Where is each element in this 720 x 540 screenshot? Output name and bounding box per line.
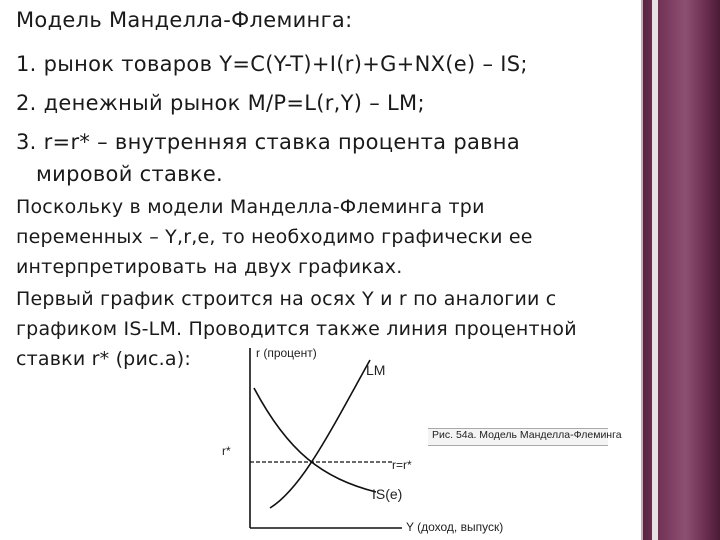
rstar-line-label: r=r* (392, 458, 412, 472)
lm-curve-label: LM (366, 362, 386, 378)
paragraph-line-4: Первый график строится на осях Y и r по аналогии с (16, 288, 557, 310)
sidebar-stripe (652, 0, 658, 540)
mundell-fleming-figure (210, 340, 620, 540)
paragraph-line-2: переменных – Y,r,e, то необходимо графически ее (16, 226, 533, 248)
figure-caption: Рис. 54а. Модель Манделла-Флеминга (432, 429, 622, 441)
sidebar-edge (641, 0, 643, 540)
slide-title: Модель Манделла-Флеминга: (16, 8, 353, 32)
list-item-goods-market: 1. рынок товаров Y=C(Y-T)+I(r)+G+NX(e) – IS; (16, 52, 528, 76)
is-curve (254, 388, 376, 492)
list-item-interest-rate: 3. r=r* – внутренняя ставка процента равна (16, 130, 520, 154)
list-item-money-market: 2. денежный рынок M/P=L(r,Y) – LM; (16, 91, 425, 115)
y-axis-label: r (процент) (256, 346, 317, 360)
rstar-axis-label: r* (222, 444, 231, 458)
is-curve-label: IS(e) (372, 486, 403, 502)
x-axis-label: Y (доход, выпуск) (406, 520, 504, 534)
paragraph-line-6: ставки r* (рис.а): (16, 348, 191, 370)
paragraph-line-3: интерпретировать на двух графиках. (16, 256, 403, 278)
paragraph-line-1: Поскольку в модели Манделла-Флеминга три (16, 196, 485, 218)
paragraph-line-5: графиком IS-LM. Проводится также линия процентной (16, 318, 577, 340)
list-item-interest-rate-cont: мировой ставке. (36, 162, 224, 186)
